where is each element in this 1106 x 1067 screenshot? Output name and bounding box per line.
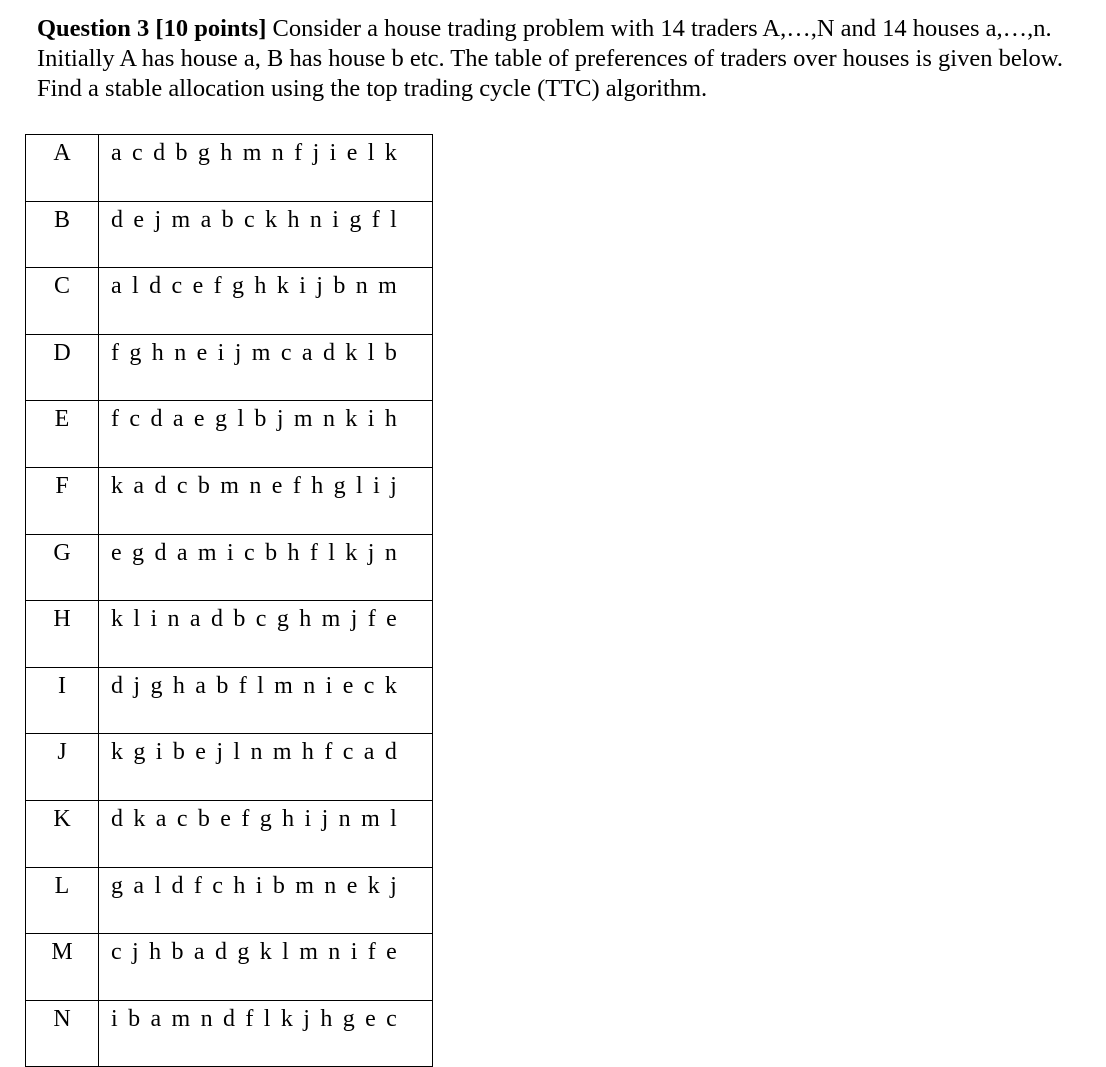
table-row [26, 201, 433, 268]
table-row [26, 1000, 433, 1067]
table-row [26, 667, 433, 734]
table-row [26, 867, 433, 934]
trader-cell: H [26, 601, 99, 668]
table-row [26, 268, 433, 335]
preference-cell: k a d c b m n e f h g l i j [99, 467, 433, 534]
preference-cell: a l d c e f g h k i j b n m [99, 268, 433, 335]
preference-cell: d j g h a b f l m n i e c k [99, 667, 433, 734]
preference-cell: d k a c b e f g h i j n m l [99, 800, 433, 867]
trader-cell: B [26, 201, 99, 268]
trader-cell: E [26, 401, 99, 468]
table-row [26, 534, 433, 601]
preference-cell: k l i n a d b c g h m j f e [99, 601, 433, 668]
table-row [26, 800, 433, 867]
preference-cell: f g h n e i j m c a d k l b [99, 334, 433, 401]
trader-cell: C [26, 268, 99, 335]
trader-cell: N [26, 1000, 99, 1067]
preference-cell: k g i b e j l n m h f c a d [99, 734, 433, 801]
question-heading: Question 3 [10 points] [37, 15, 267, 42]
preference-cell: d e j m a b c k h n i g f l [99, 201, 433, 268]
preference-cell: e g d a m i c b h f l k j n [99, 534, 433, 601]
trader-cell: M [26, 934, 99, 1001]
preference-cell: i b a m n d f l k j h g e c [99, 1000, 433, 1067]
trader-cell: I [26, 667, 99, 734]
preference-cell: c j h b a d g k l m n i f e [99, 934, 433, 1001]
preference-cell: g a l d f c h i b m n e k j [99, 867, 433, 934]
preference-cell: a c d b g h m n f j i e l k [99, 135, 433, 202]
table-row [26, 467, 433, 534]
trader-cell: D [26, 334, 99, 401]
table-row [26, 734, 433, 801]
trader-cell: J [26, 734, 99, 801]
table-row [26, 334, 433, 401]
table-row [26, 401, 433, 468]
table-row [26, 934, 433, 1001]
trader-cell: K [26, 800, 99, 867]
table-row [26, 135, 433, 202]
question-body: Consider a house trading problem with 14 traders A,…,N and 14 houses a,…,n. Initially A has house a, B has house b etc. The table of preferences of traders over houses is given below. Find a stable allocation using the top trading cycle (TTC) algorithm. [37, 15, 1063, 102]
question-text [37, 14, 1077, 104]
trader-cell: A [26, 135, 99, 202]
table-row [26, 601, 433, 668]
preference-table [25, 134, 433, 1067]
trader-cell: L [26, 867, 99, 934]
trader-cell: G [26, 534, 99, 601]
preference-cell: f c d a e g l b j m n k i h [99, 401, 433, 468]
trader-cell: F [26, 467, 99, 534]
